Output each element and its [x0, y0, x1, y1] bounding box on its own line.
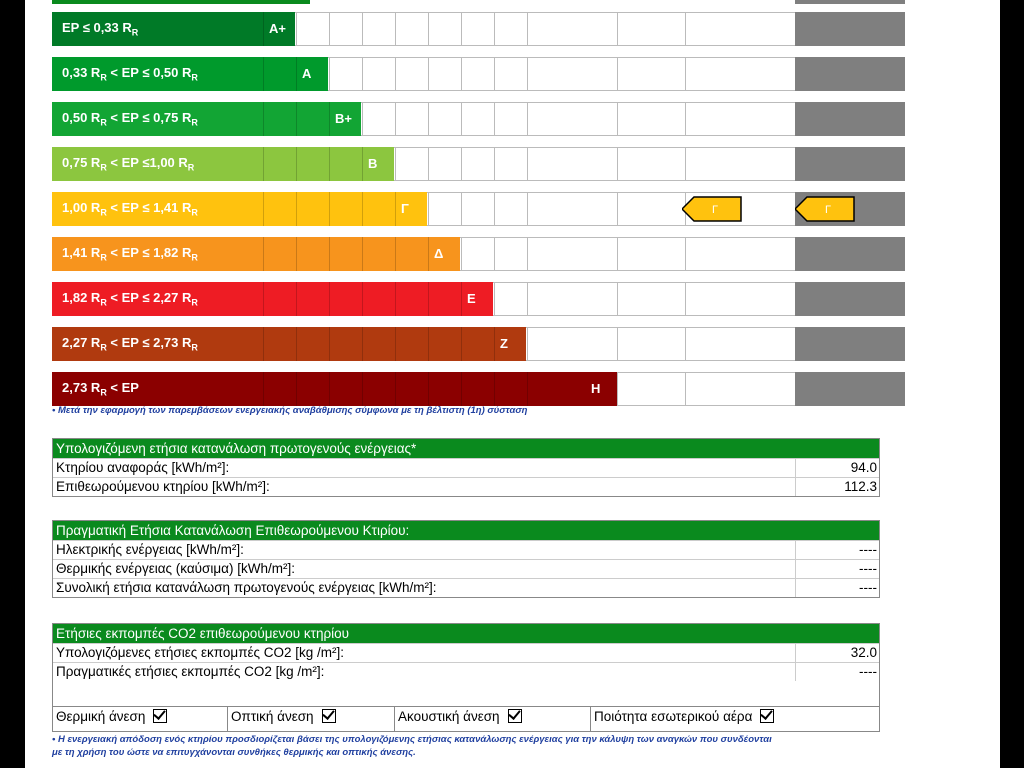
co2-emissions-table — [52, 623, 880, 707]
rating-row — [52, 147, 882, 181]
row-value: 112.3 — [844, 479, 877, 494]
reference-column — [795, 147, 905, 181]
row-value: ---- — [859, 542, 877, 557]
band-range-label: 0,50 $R_R$ < EP ≤ 0,75 $R_R$ — [62, 110, 198, 128]
rating-row — [52, 102, 882, 136]
rating-band — [52, 147, 394, 181]
table-header: Ετήσιες εκπομπές CO2 επιθεωρούμενου κτηρίου — [53, 624, 879, 643]
reference-column — [795, 327, 905, 361]
rating-row — [52, 192, 882, 226]
band-class-letter: Δ — [434, 246, 444, 261]
table-row — [53, 559, 879, 578]
band-range-label: EP ≤ 0,33 $R_R$ — [62, 20, 139, 38]
checkbox-checked-icon[interactable] — [508, 709, 522, 723]
svg-text:Γ: Γ — [824, 204, 832, 216]
rating-footnote: • Μετά την εφαρμογή των παρεμβάσεων ενεργειακής αναβάθμισης σύμφωνα με τη βέλτιστη (1η) σύσταση — [52, 405, 528, 416]
band-range-label: 0,75 $R_R$ < EP ≤1,00 $R_R$ — [62, 155, 195, 173]
row-label: Θερμικής ενέργειας (καύσιμα) [kWh/m²]: — [56, 561, 295, 576]
rating-row — [52, 282, 882, 316]
row-value: 94.0 — [850, 460, 877, 475]
comfort-item: Θερμική άνεση — [56, 709, 167, 724]
rating-row — [52, 12, 882, 46]
checkbox-checked-icon[interactable] — [322, 709, 336, 723]
reference-column — [795, 102, 905, 136]
table-row — [53, 662, 879, 681]
rating-row — [52, 57, 882, 91]
row-value: ---- — [859, 580, 877, 595]
rating-band — [52, 282, 493, 316]
checkbox-checked-icon[interactable] — [153, 709, 167, 723]
rating-band — [52, 192, 427, 226]
band-range-label: 2,73 $R_R$ < EP — [62, 380, 139, 398]
reference-column — [795, 282, 905, 316]
rating-band — [52, 372, 617, 406]
reference-column — [795, 12, 905, 46]
footnote-line: με τη χρήση του ώστε να επιτυγχάνονται συνθήκες θερμικής και οπτικής άνεσης. — [52, 747, 416, 758]
rating-row — [52, 372, 882, 406]
calculated-consumption-table — [52, 438, 880, 497]
current-class-arrow — [682, 196, 742, 227]
reference-class-arrow — [795, 196, 855, 227]
band-class-letter: Γ — [401, 201, 409, 216]
band-range-label: 0,33 $R_R$ < EP ≤ 0,50 $R_R$ — [62, 65, 198, 83]
row-value: ---- — [859, 561, 877, 576]
comfort-item: Ακουστική άνεση — [398, 709, 522, 724]
reference-column — [795, 372, 905, 406]
band-range-label: 1,82 $R_R$ < EP ≤ 2,27 $R_R$ — [62, 290, 198, 308]
band-class-letter: A — [302, 66, 312, 81]
table-header: Υπολογιζόμενη ετήσια κατανάλωση πρωτογενούς ενέργειας* — [53, 439, 879, 458]
actual-consumption-table — [52, 520, 880, 598]
table-row — [53, 477, 879, 496]
row-label: Επιθεωρούμενου κτηρίου [kWh/m²]: — [56, 479, 270, 494]
table-row — [53, 540, 879, 559]
rating-band — [52, 12, 295, 46]
footnote-line: • Η ενεργειακή απόδοση ενός κτηρίου προσδιορίζεται βάσει της υπολογιζόμενης ετήσιας κατανάλωσης ενέργειας για την κάλυψη των αναγκών που συνδέονται — [52, 734, 772, 745]
band-class-letter: Z — [500, 336, 508, 351]
table-header: Πραγματική Ετήσια Κατανάλωση Επιθεωρούμενου Κτιρίου: — [53, 521, 879, 540]
row-label: Ηλεκτρικής ενέργειας [kWh/m²]: — [56, 542, 244, 557]
reference-column — [795, 237, 905, 271]
band-class-letter: B+ — [335, 111, 352, 126]
rating-band — [52, 57, 328, 91]
band-class-letter: H — [591, 381, 601, 396]
row-label: Κτηρίου αναφοράς [kWh/m²]: — [56, 460, 230, 475]
band-class-letter: B — [368, 156, 378, 171]
table-row — [53, 578, 879, 597]
rating-band — [52, 327, 526, 361]
svg-text:Γ: Γ — [711, 204, 719, 216]
band-range-label: 1,00 $R_R$ < EP ≤ 1,41 $R_R$ — [62, 200, 198, 218]
row-label: Συνολική ετήσια κατανάλωση πρωτογενούς ενέργειας [kWh/m²]: — [56, 580, 437, 595]
reference-column — [795, 57, 905, 91]
rating-row — [52, 237, 882, 271]
comfort-item: Ποιότητα εσωτερικού αέρα — [594, 709, 774, 724]
row-value: 32.0 — [850, 645, 877, 660]
certificate-page — [25, 0, 1000, 768]
band-range-label: 1,41 $R_R$ < EP ≤ 1,82 $R_R$ — [62, 245, 198, 263]
checkbox-checked-icon[interactable] — [760, 709, 774, 723]
table-row — [53, 458, 879, 477]
row-label: Πραγματικές ετήσιες εκπομπές CO2 [kg /m²]: — [56, 664, 325, 679]
band-range-label: 2,27 $R_R$ < EP ≤ 2,73 $R_R$ — [62, 335, 198, 353]
row-value: ---- — [859, 664, 877, 679]
band-class-letter: E — [467, 291, 476, 306]
row-label: Υπολογιζόμενες ετήσιες εκπομπές CO2 [kg /m²]: — [56, 645, 345, 660]
comfort-item: Οπτική άνεση — [231, 709, 336, 724]
band-class-letter: A+ — [269, 21, 286, 36]
rating-row — [52, 327, 882, 361]
table-row — [53, 643, 879, 662]
top-cut-strip — [52, 0, 882, 5]
rating-band — [52, 102, 361, 136]
rating-band — [52, 237, 460, 271]
comfort-checklist — [52, 706, 880, 732]
